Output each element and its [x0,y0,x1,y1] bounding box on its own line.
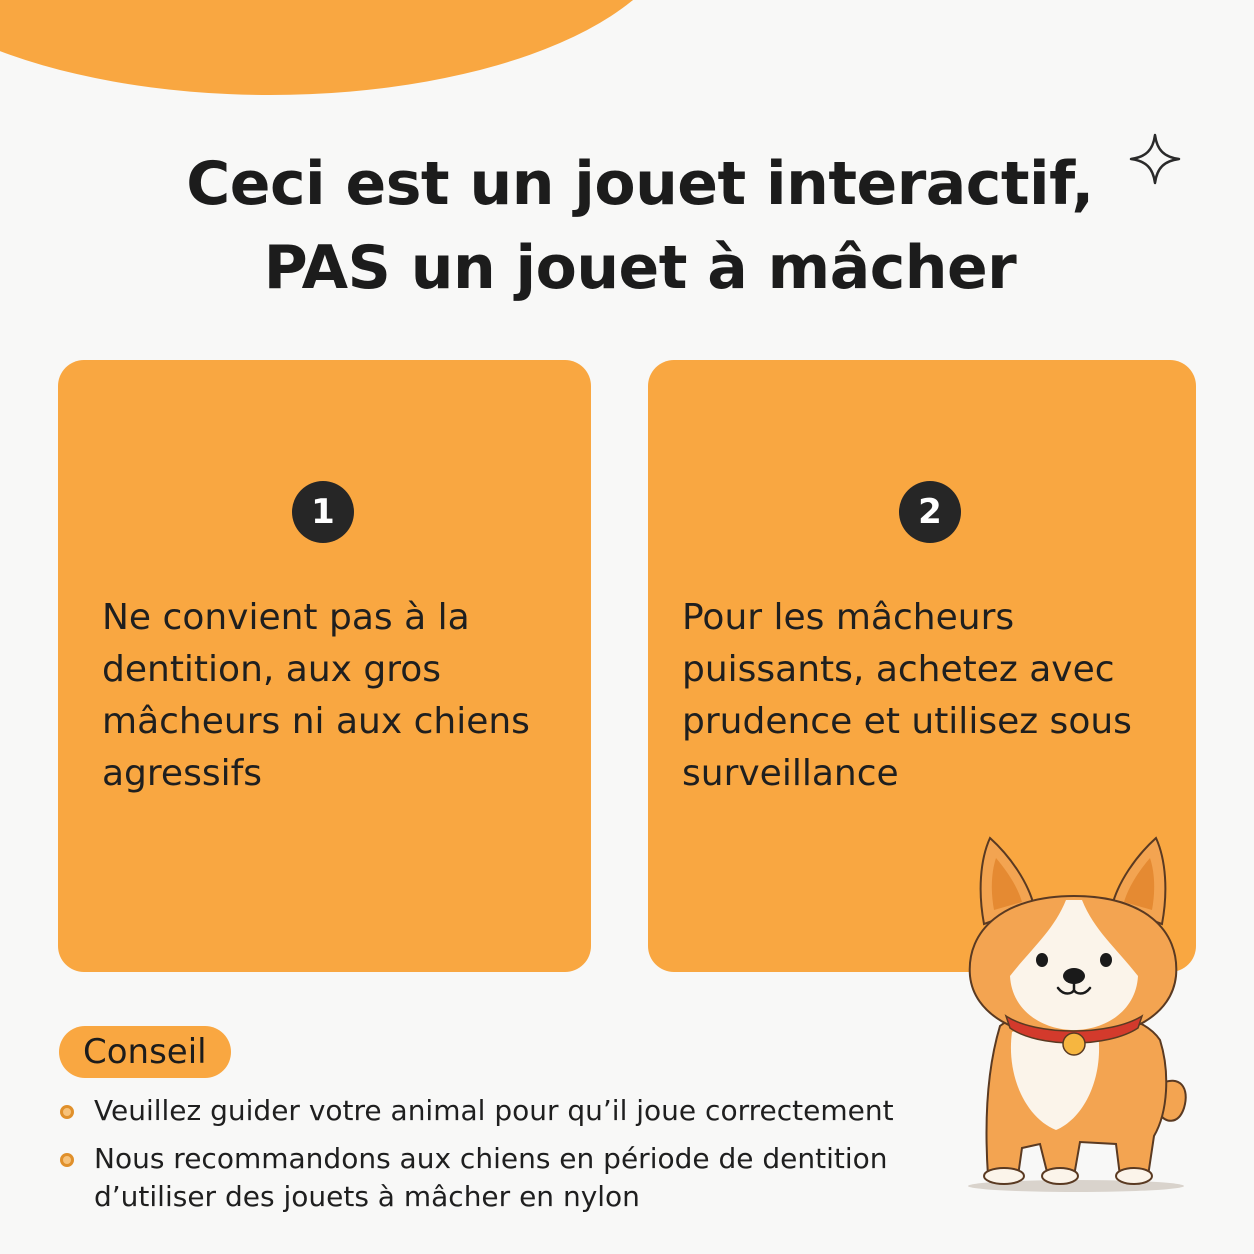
title-line-1: Ceci est un jouet interactif, [186,149,1094,219]
decorative-orange-blob [0,0,680,95]
tip-text: Veuillez guider votre animal pour qu’il joue correctement [94,1094,894,1127]
card-number-badge: 1 [292,481,354,543]
list-item [60,1140,960,1216]
card-text: Ne convient pas à la dentition, aux gros mâcheurs ni aux chiens agressifs [102,597,530,794]
page-title [100,142,1180,310]
card-number-badge: 2 [899,481,961,543]
bullet-icon [60,1105,74,1119]
warning-card-1 [58,360,591,972]
tip-text: Nous recommandons aux chiens en période de dentition d’utiliser des jouets à mâcher en nylon [94,1142,888,1213]
title-line-2: PAS un jouet à mâcher [263,233,1017,303]
card-text: Pour les mâcheurs puissants, achetez avec prudence et utilisez sous surveillance [682,597,1132,794]
corgi-dog-illustration [948,826,1198,1196]
bullet-icon [60,1153,74,1167]
tip-badge: Conseil [59,1026,231,1078]
list-item [60,1092,960,1130]
tip-list [60,1092,960,1226]
